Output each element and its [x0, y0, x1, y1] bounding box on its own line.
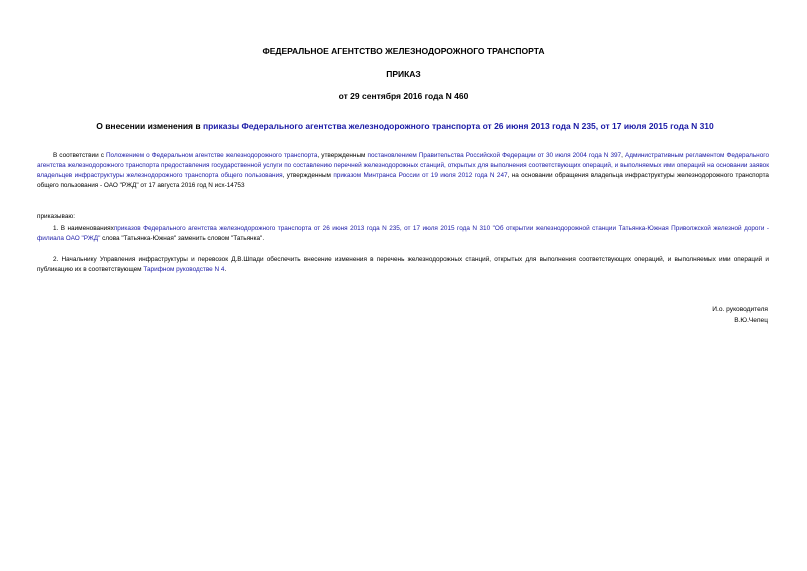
subject-orders-link[interactable]: приказы Федерального агентства железнодорожного транспорта от 26 июня 2013 года N 235, от 17 июля 2015 года N 310	[202, 121, 714, 131]
agency-title: ФЕДЕРАЛЬНОЕ АГЕНТСТВО ЖЕЛЕЗНОДОРОЖНОГО ТРАНСПОРТА	[262, 46, 545, 56]
regulation-link[interactable]: Положением о Федеральном агентстве железнодорожного транспорта	[105, 152, 318, 159]
signature-role: И.о. руководителя	[712, 306, 768, 313]
basis-text-1: В соответствии с	[53, 152, 106, 159]
government-decree-link[interactable]: постановлением Правительства Российской Федерации от 30 июля 2004 года N 397	[367, 152, 622, 159]
basis-text-2: , утвержденным	[317, 152, 368, 159]
basis-text-3: ,	[621, 152, 625, 159]
subject-prefix: О внесении изменения в	[96, 121, 203, 131]
item1-orders-link[interactable]: приказов Федерального агентства железнодорожного транспорта от 26 июня 2013 года N 235, от 17 июля 2015 года N 310 "Об открытии железнодорожной станции Татьянка-Южная Приволжской железной дороги - филиала ОАО "РЖД"	[37, 225, 769, 242]
basis-text-5: , на основании обращения владельца инфраструктуры железнодорожного транспорта общего пользования - ОАО "РЖД" от 17 августа 2016 год N исх-14753	[37, 172, 769, 189]
order-word: приказываю:	[37, 213, 75, 220]
document-subject	[60, 121, 750, 131]
admin-regulation-link[interactable]: Административным регламентом Федерального агентства железнодорожного транспорта предоставления государственной услуги по составлению перечней железнодорожных станций, открытых для выполнения соответствующих операций, и выполняемых ими операций на основании заявок владельцев инфраструктуры железнодорожного транспорта общего пользования	[37, 152, 770, 179]
order-item-1	[37, 224, 769, 244]
item2-text-2: .	[224, 266, 227, 273]
item1-text-1: 1. В наименованиях	[53, 225, 114, 232]
tariff-guide-link[interactable]: Тарифном руководстве N 4	[143, 266, 225, 273]
basis-text-4: , утвержденным	[282, 172, 334, 179]
document-type: ПРИКАЗ	[386, 69, 421, 79]
document-date-number: от 29 сентября 2016 года N 460	[338, 91, 469, 101]
item1-text-2: слова "Татьянка-Южная" заменить словом "Татьянка".	[100, 235, 265, 242]
signature-name: В.Ю.Чепец	[734, 317, 768, 324]
item2-text-1: 2. Начальнику Управления инфраструктуры и перевозок Д.В.Шпади обеспечить внесение изменения в перечень железнодорожных станций, открытых для выполнения соответствующих операций, и выполняемых ими операций и публикацию их в соответствующем	[37, 256, 769, 273]
mintrans-order-link[interactable]: приказом Минтранса России от 19 июля 2012 года N 247	[333, 172, 508, 179]
order-item-2	[37, 255, 769, 275]
basis-paragraph	[37, 151, 769, 191]
